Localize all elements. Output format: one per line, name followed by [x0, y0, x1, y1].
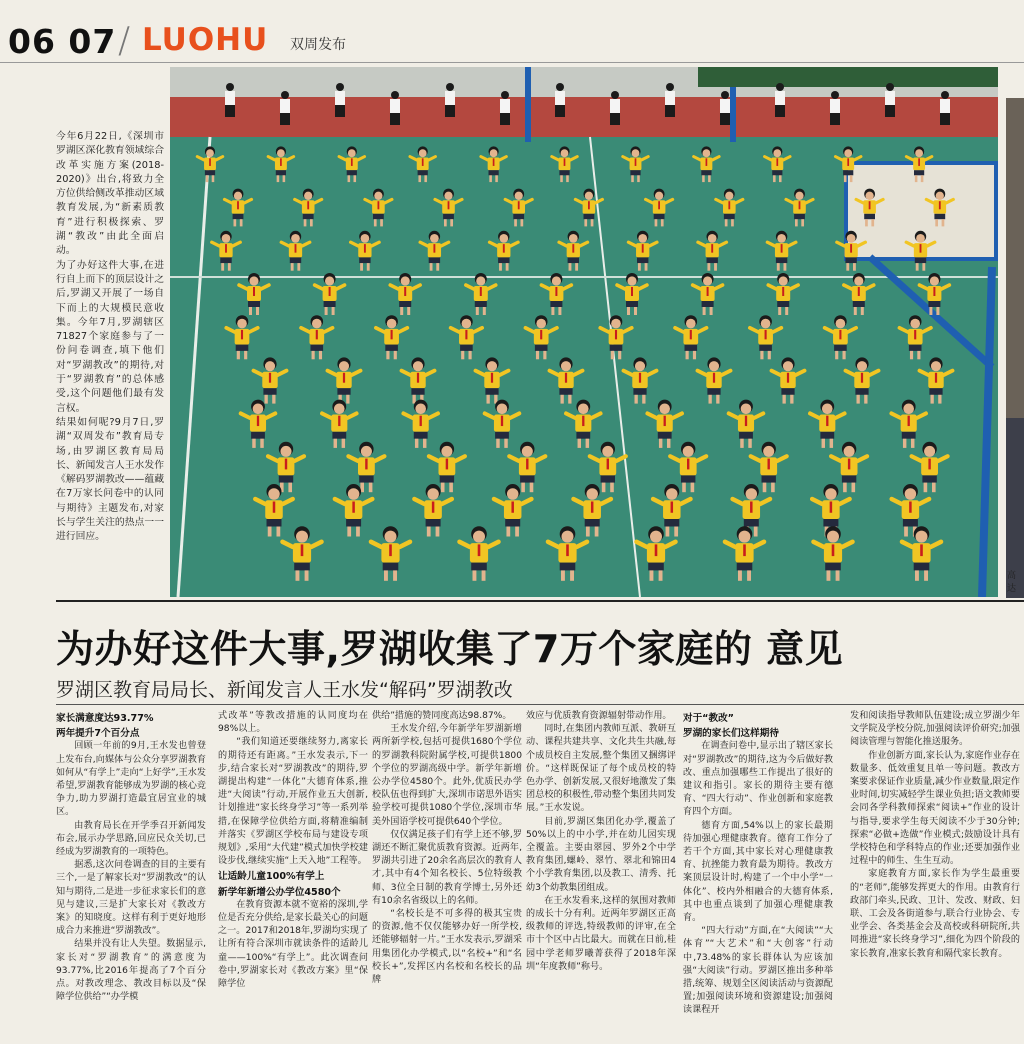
body-column-1	[56, 710, 206, 1040]
teacher-figure	[720, 91, 730, 125]
body-paragraph: 目前,罗湖区集团化办学,覆盖了50%以上的中小学,并在幼儿园实现全覆盖。主要由翠园、罗外2个中学教育集团,螺岭、翠竹、翠北和锦田4个小学教育集团,以及教工、清秀、托幼3个幼教集团组成。	[526, 816, 676, 893]
body-paragraph: 在王水发看来,这样的氛围对教师的成长十分有利。近两年罗湖区正高级教师的评选,特级教师的评审,在全市十个区中占比最大。而就在日前,桂园中学老师罗曦菁获得了2018年深圳“年度教师”称号。	[526, 895, 676, 972]
section-heading: 新学年新增公办学位4580个	[218, 886, 341, 898]
page-numbers: 06 07	[8, 22, 117, 61]
headline-rule	[56, 704, 1024, 705]
header-rule	[0, 62, 1024, 63]
body-paragraph: 仅仅满足孩子们有学上还不够,罗湖还不断汇聚优质教育资源。近两年,罗湖共引进了20余名高层次的教育人才,其中有4个知名校长、5位特级教师、3位全日制的教育学博士,另外还有10余名省级以上的名师。	[372, 829, 522, 906]
body-paragraph: “我们知道还要继续努力,离家长的期待还有距离。”王水发表示,下一步,结合家长对“罗湖教改”的期待,罗湖提出构建“一体化”大德育体系,推进“大阅读”行动,开展作业五大创新,计划推进“家长终身学习”等一系列举措,在保障学位供给方面,将精准编制并落实《罗湖区学校布局与建设专项规划》,采用“大代建”模式加快学校建设步伐,继续实施“上天入地”工程等。	[218, 737, 368, 867]
section-brand: LUOHU	[142, 22, 269, 58]
teacher-figure	[775, 83, 785, 117]
intro-paragraph-1: 今年6月22日,《深圳市罗湖区深化教育领域综合改革实施方案(2018-2020)》出台,将致力全方位供给侧改革推动区域教育发展,为“新素质教育”进行积极探索、罗湖“教改”由此全面启动。	[56, 131, 164, 257]
body-paragraph: 由教育局长在开学季召开新闻发布会,展示办学思路,回应民众关切,已经成为罗湖教育的一项特色。	[56, 820, 206, 858]
main-photo	[170, 67, 998, 597]
section-heading: 对于“教改”	[683, 713, 734, 724]
adjacent-photo-caption: 高达	[1007, 571, 1017, 594]
body-column-6	[850, 710, 1020, 1040]
section-heading: 两年提升7个百分点	[56, 728, 140, 740]
body-column-5	[683, 710, 833, 1040]
body-paragraph: 回顾一年前的9月,王水发也曾登上发布台,向媒体与公众分享罗湖教育如何从“有学上”走向“上好学”,王水发希望,罗湖教育能够成为罗湖的核心竞争力,助力罗湖打造最宜居宜业的城区。	[56, 741, 206, 818]
intro-paragraph-3: 结果如何呢?9月7日,罗湖“双周发布”教育局专场,由罗湖区教育局局长、新闻发言人王水发作《解码罗湖教改——蕴藏在7万家长问卷中的认同与期待》主题发布,对家长与学生关注的热点一一进行回应。	[56, 416, 164, 543]
teacher-figure	[500, 91, 510, 125]
teacher-figure	[940, 91, 950, 125]
teacher-figure	[830, 91, 840, 125]
headline: 为办好这件大事,罗湖收集了7万个家庭的 意见	[56, 627, 844, 671]
body-paragraph: 结果并没有让人失望。数据显示,家长对“罗湖教育”的满意度为93.77%,比2016年提高了7个百分点。对教改理念、教改目标以及“保障学位供给”“办学模	[56, 939, 206, 1003]
body-paragraph: “名校长是不可多得的极其宝贵的资源,他不仅仅能够办好一所学校,还能够辐射一片。”王水发表示,罗湖采用集团化办学模式,以“名校+”和“名校长+”,发挥区内名校和名校长的品牌	[372, 909, 522, 986]
teacher-figure	[280, 91, 290, 125]
body-paragraph: 同时,在集团内教师互派、教研互动、课程共建共享、文化共生共融,每个成员校自主发展,整个集团又捆绑评价。“这样既保证了每个成员校的特色办学、创新发展,又很好地激发了集团总校的积极性,带动整个集团共同发展。”王水发说。	[526, 724, 676, 814]
teacher-figure	[610, 91, 620, 125]
body-column-3	[372, 710, 522, 1040]
page-header	[0, 0, 1024, 62]
body-paragraph: 据悉,这次问卷调查的目的主要有三个,一是了解家长对“罗湖教改”的认知与期待,二是进一步征求家长们的意见与建议,三是扩大家长对《教改方案》的知晓度。这样有利于更好地形成合力来推进“罗湖教改”。	[56, 860, 206, 937]
body-paragraph: 供给”措施的赞同度高达98.87%。	[372, 711, 512, 721]
teacher-figure	[665, 83, 675, 117]
students-exercise-illustration	[170, 67, 998, 597]
body-paragraph: 在调查问卷中,显示出了辖区家长对“罗湖教改”的期待,这为今后做好教改、重点加强哪些工作提出了很好的建议和指引。家长的期待主要有德育、“四大行动”、作业创新和家庭教育四个方面。	[683, 741, 833, 818]
section-heading: 让适龄儿童100%有学上	[218, 871, 325, 883]
teacher-figure	[335, 83, 345, 117]
body-paragraph: “四大行动”方面,在“大阅读”“大体育”“大艺术”和“大创客”行动中,73.48%的家长群体认为应该加强“大阅读”行动。罗湖区推出多种举措,统筹、规划全区阅读活动与资源配置;加强阅读环境和资源建设;加强阅读课程开	[683, 926, 833, 1016]
header-slash: /	[118, 20, 131, 61]
body-paragraph: 王水发介绍,今年新学年罗湖新增两所新学校,包括可提供1680个学位的罗湖教科院附属学校,可提供1800个学位的罗湖高级中学。新学年新增公办学位4580个。此外,优质民办学校队伍也得到扩大,深圳市诺思外语实验学校可提供1080个学位,深圳市华美外国语学校可提供640个学位。	[372, 724, 522, 827]
teacher-figure	[555, 83, 565, 117]
body-paragraph: 家庭教育方面,家长作为学生最重要的“老师”,能够发挥更大的作用。由教育行政部门牵头,民政、卫计、发改、财政、妇联、工会及各街道参与,联合行业协会、专业学会、各类基金会及高校或科研院所,共同推进“家长终身学习”,细化为四个阶段的家长教育,准家长教育和隔代家长教育。	[850, 869, 1020, 959]
teacher-figure	[390, 91, 400, 125]
section-heading: 罗湖的家长们这样期待	[683, 728, 779, 740]
body-paragraph: 发和阅读指导教师队伍建设;成立罗湖少年文学院及学校分院,加强阅读评价研究;加强阅读管理与智能化推送服务。	[850, 711, 1020, 748]
photo-divider	[56, 600, 1024, 602]
section-heading: 家长满意度达93.77%	[56, 713, 154, 724]
teacher-figure	[225, 83, 235, 117]
body-paragraph: 德育方面,54%以上的家长最期待加强心理健康教育。德育工作分了若干个方面,其中家长对心理健康教育、抗挫能力教育最为期待。教改方案顶层设计时,构建了一个中小学“一体化”、校内外相融合的大德育体系,其中也重点谈到了加强心理健康教育。	[683, 820, 833, 924]
body-paragraph: 式改革”等教改措施的认同度均在98%以上。	[218, 711, 368, 735]
teacher-figure	[445, 83, 455, 117]
adjacent-photo-edge	[1006, 98, 1024, 598]
body-paragraph: 在教育资源本就不宽裕的深圳,学位是否充分供给,是家长最关心的问题之一。2017和2018年,罗湖均实现了让所有符合深圳市就读条件的适龄儿童——100%“有学上”。此次调查问卷中,罗湖家长对《教改方案》里“保障学位	[218, 899, 368, 990]
body-paragraph: 效应与优质教育资源辐射带动作用。	[526, 711, 672, 721]
body-column-2	[218, 710, 368, 1040]
intro-column	[56, 130, 164, 545]
teacher-figure	[885, 83, 895, 117]
subheadline: 罗湖区教育局局长、新闻发言人王水发“解码”罗湖教改	[56, 679, 513, 701]
section-subtitle: 双周发布	[290, 37, 346, 53]
body-column-4	[526, 710, 676, 1040]
body-paragraph: 作业创新方面,家长认为,家庭作业存在数量多、低效重复且单一等问题。教改方案要求保证作业质量,减少作业数量,限定作业时间,切实减轻学生课业负担;语文教师要会同各学科教师探索“阅读+”作业的设计与指导,要求学生每天阅读不少于30分钟;探索“必做+选做”作业模式;鼓励设计具有学校特色和学科特点的作业;还要加强作业过程中的师生、生生互动。	[850, 750, 1020, 867]
intro-paragraph-2: 为了办好这件大事,在进行自上而下的顶层设计之后,罗湖又开展了一场自下而上的大规模民意收集。今年7月,罗湖辖区71827个家庭参与了一份问卷调查,填下他们对“罗湖教改”的期待,对于“罗湖教育”的总体感受,这个问题他们最有发言权。	[56, 259, 164, 414]
